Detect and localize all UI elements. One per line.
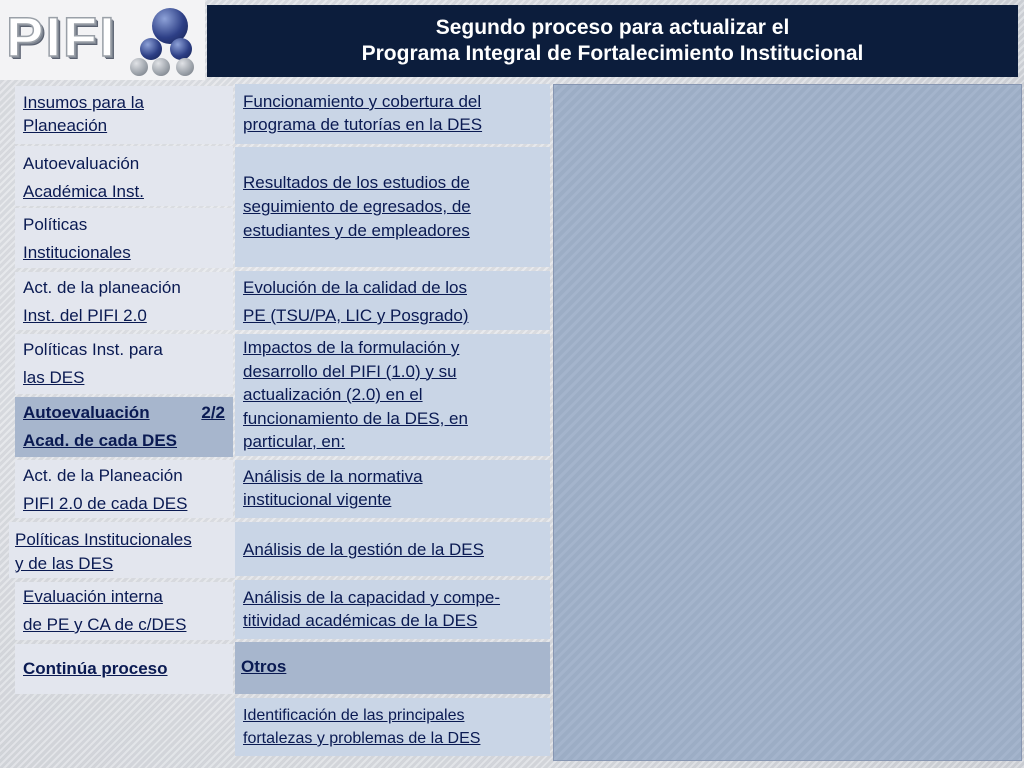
content-panel [553,84,1022,761]
autoeval-row [23,399,225,427]
link-text: Evaluación interna [23,587,163,606]
link-text: programa de tutorías en la DES [243,115,483,134]
link-seguimiento-egresados[interactable] [235,147,550,267]
link-text: actualización (2.0) en el [243,385,423,404]
link-text: funcionamiento de la DES, en [243,408,468,428]
logo-wordmark: PIFI [6,5,117,68]
logo-ball-bottom-mid-icon [152,58,170,76]
link-text: Análisis de la capacidad y compe- [243,588,501,607]
link-text: titividad académicas de la DES [243,611,478,630]
link-politicas-des[interactable] [15,334,233,394]
watermark-pattern [564,167,620,237]
link-analisis-normativa[interactable] [235,460,550,518]
link-text: Académica Inst. [23,182,144,201]
link-text: las DES [23,368,85,387]
link-text: Insumos para la [23,93,144,112]
link-act-planeacion-inst[interactable] [15,272,233,330]
link-politicas-institucionales[interactable] [15,208,233,268]
link-autoevaluacion-inst[interactable] [15,146,233,206]
title-line-2: Programa Integral de Fortalecimiento Institucional [361,42,864,65]
link-tutorias[interactable] [235,84,550,144]
link-text: seguimiento de egresados, de [243,197,471,216]
link-text: fortalezas y problemas de la DES [243,730,481,747]
link-text: PE (TSU/PA, LIC y Posgrado) [243,306,469,325]
link-text: Políticas Institucionales [15,530,192,549]
link-text: Institucionales [23,243,131,262]
page-indicator: 2/2 [201,403,225,422]
link-autoevaluacion-des[interactable] [15,397,233,457]
logo-ball-mid-left-icon [140,38,162,60]
link-text: y de las DES [15,554,114,573]
link-text: Autoevaluación [23,154,140,173]
link-text: estudiantes y de empleadores [243,221,470,240]
link-text: Políticas Inst. para [23,340,163,359]
link-text: Planeación [23,116,108,135]
link-text: Identificación de las principales [243,707,465,724]
link-text: institucional vigente [243,490,392,509]
link-analisis-capacidad[interactable] [235,580,550,639]
link-text: Inst. del PIFI 2.0 [23,306,147,325]
link-text: desarrollo del PIFI (1.0) y su [243,361,457,381]
logo-ball-bottom-right-icon [176,58,194,76]
link-text: Impactos de la formulación y [243,338,460,357]
link-text: Autoevaluación [23,403,150,422]
link-text: Otros [241,657,287,676]
link-calidad-pe[interactable] [235,271,550,330]
title-line-1: Segundo proceso para actualizar el [435,16,790,39]
link-politicas-inst-des[interactable] [9,522,235,578]
link-text: de PE y CA de c/DES [23,615,187,634]
link-text: Act. de la Planeación [23,466,183,485]
link-text: Resultados de los estudios de [243,173,470,192]
link-otros[interactable] [235,642,550,694]
link-act-pifi-des[interactable] [15,460,233,518]
link-evaluacion-interna[interactable] [15,582,233,640]
link-text: Políticas [23,215,88,234]
page-title [207,5,1018,77]
logo-ball-bottom-left-icon [130,58,148,76]
pifi-logo [0,0,205,80]
link-text: Funcionamiento y cobertura del [243,92,482,111]
link-text: Continúa proceso [23,659,168,678]
link-insumos-planeacion[interactable] [15,86,233,144]
link-text: particular, en: [243,432,346,451]
continua-proceso-button[interactable] [15,644,233,694]
link-text: Acad. de cada DES [23,431,178,450]
link-text: Análisis de la gestión de la DES [243,540,484,559]
link-text: Act. de la planeación [23,278,181,297]
logo-ball-mid-right-icon [170,38,192,60]
link-fortalezas-problemas[interactable] [235,698,550,756]
link-text: PIFI 2.0 de cada DES [23,494,188,513]
link-analisis-gestion[interactable] [235,522,550,576]
link-text: Análisis de la normativa [243,467,423,486]
link-text: Evolución de la calidad de los [243,278,467,297]
link-impactos-pifi[interactable] [235,334,550,456]
